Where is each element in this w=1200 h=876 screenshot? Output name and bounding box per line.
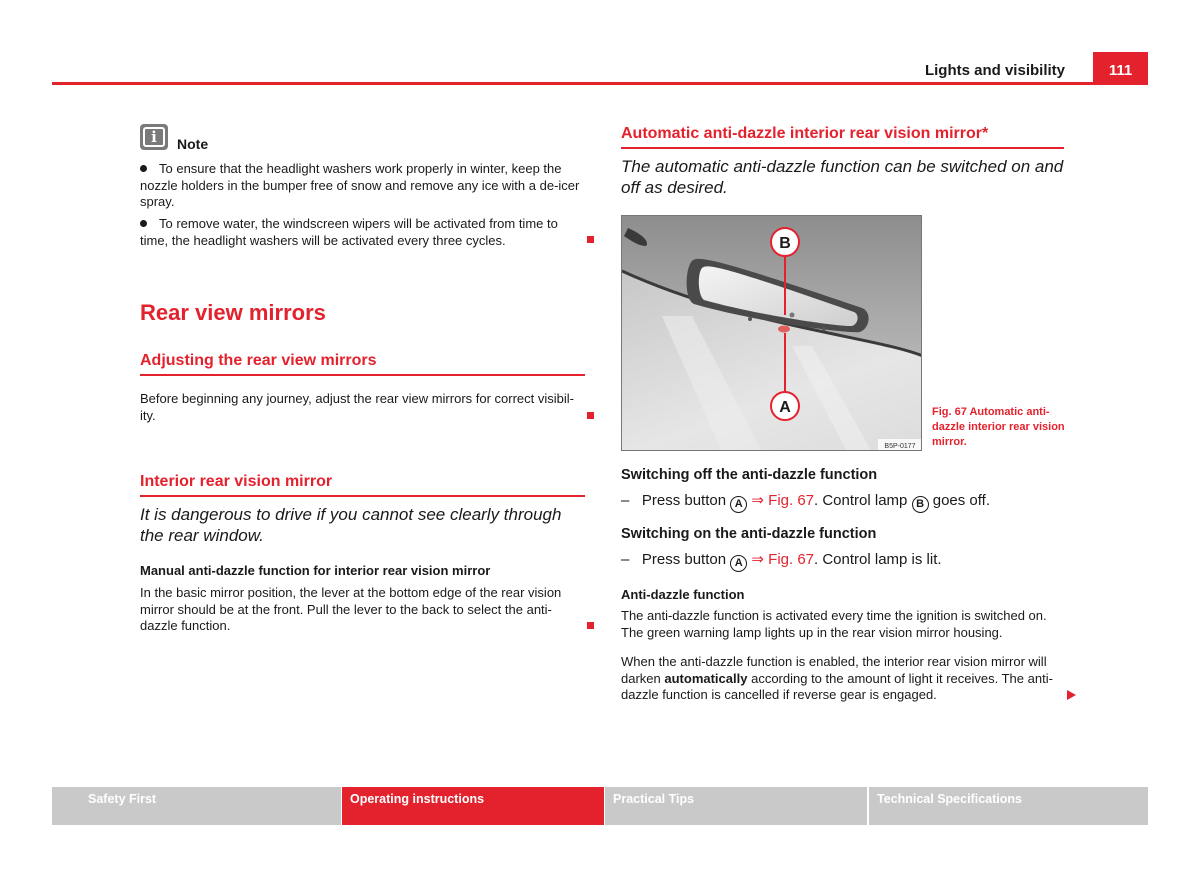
page-number: 111 (1093, 52, 1148, 85)
anti-dazzle-para-2: When the anti-dazzle function is enabled, the interior rear vision mirror will darken automatically according to the amount of light it receives. The anti-dazzle function is cancelled if reverse gear is engaged. (621, 654, 1053, 703)
footer-tab-technical-specifications[interactable]: Technical Specifications (869, 787, 1148, 825)
manual-anti-dazzle-text: In the basic mirror position, the lever at the bottom edge of the rear vision mirror should be at the front. Pull the lever to the back to select the anti-dazzle function. (140, 585, 562, 634)
header-rule (52, 82, 1148, 85)
figure-code: B5P-0177 (884, 443, 916, 450)
switch-off-heading: Switching off the anti-dazzle function (621, 467, 878, 483)
interior-heading: Interior rear vision mirror (140, 473, 585, 497)
button-a-icon: A (730, 555, 747, 572)
auto-anti-dazzle-lead: The automatic anti-dazzle function can be switched on and off as desired. (621, 157, 1064, 197)
footer-tab-practical-tips[interactable]: Practical Tips (605, 787, 867, 825)
switch-off-step: – Press button A ⇒ Fig. 67. Control lamp B goes off. (621, 491, 1071, 513)
note-bullet-1: To ensure that the headlight washers work properly in winter, keep the nozzle holders in the bumper free of snow and remove any ice with a de-icer spray. (140, 161, 580, 210)
bullet-icon (140, 165, 147, 172)
adjusting-heading: Adjusting the rear view mirrors (140, 352, 585, 376)
switch-on-heading: Switching on the anti-dazzle function (621, 526, 877, 542)
anti-dazzle-heading: Anti-dazzle function (621, 587, 745, 602)
mirror-illustration (622, 216, 922, 451)
section-end-marker (587, 412, 594, 419)
interior-lead: It is dangerous to drive if you cannot see clearly through the rear window. (140, 505, 562, 545)
button-a-icon: A (730, 496, 747, 513)
figure-caption: Fig. 67 Automatic anti-dazzle interior rear vision mirror. (932, 406, 1065, 448)
fig-67-link[interactable]: ⇒ Fig. 67 (751, 551, 815, 568)
lamp-b-icon: B (912, 496, 929, 513)
anti-dazzle-para-1: The anti-dazzle function is activated every time the ignition is switched on. The green warning lamp lights up in the rear vision mirror housing. (621, 608, 1047, 640)
callout-a: A (779, 399, 791, 416)
bullet-icon (140, 220, 147, 227)
adjusting-text: Before beginning any journey, adjust the rear view mirrors for correct visibil-ity. (140, 391, 574, 423)
info-i-icon: i (140, 124, 168, 150)
switch-on-step: – Press button A ⇒ Fig. 67. Control lamp is lit. (621, 550, 1071, 572)
section-end-marker (587, 622, 594, 629)
note-title: Note (177, 136, 209, 152)
section-title: Rear view mirrors (140, 300, 326, 325)
callout-b: B (779, 235, 791, 252)
continue-arrow-icon (1067, 690, 1076, 700)
note-bullet-2: To remove water, the windscreen wipers will be activated from time to time, the headlight washers will be activated every three cycles. (140, 216, 558, 248)
mirror-figure (621, 215, 922, 451)
auto-anti-dazzle-heading: Automatic anti-dazzle interior rear vision mirror* (621, 125, 1064, 149)
chapter-title: Lights and visibility (924, 62, 1065, 79)
fig-67-link[interactable]: ⇒ Fig. 67 (751, 492, 815, 509)
manual-anti-dazzle-heading: Manual anti-dazzle function for interior rear vision mirror (140, 563, 491, 578)
footer-tab-safety-first[interactable]: Safety First (52, 787, 341, 825)
section-end-marker (587, 236, 594, 243)
footer-tab-operating-instructions[interactable]: Operating instructions (342, 787, 604, 825)
